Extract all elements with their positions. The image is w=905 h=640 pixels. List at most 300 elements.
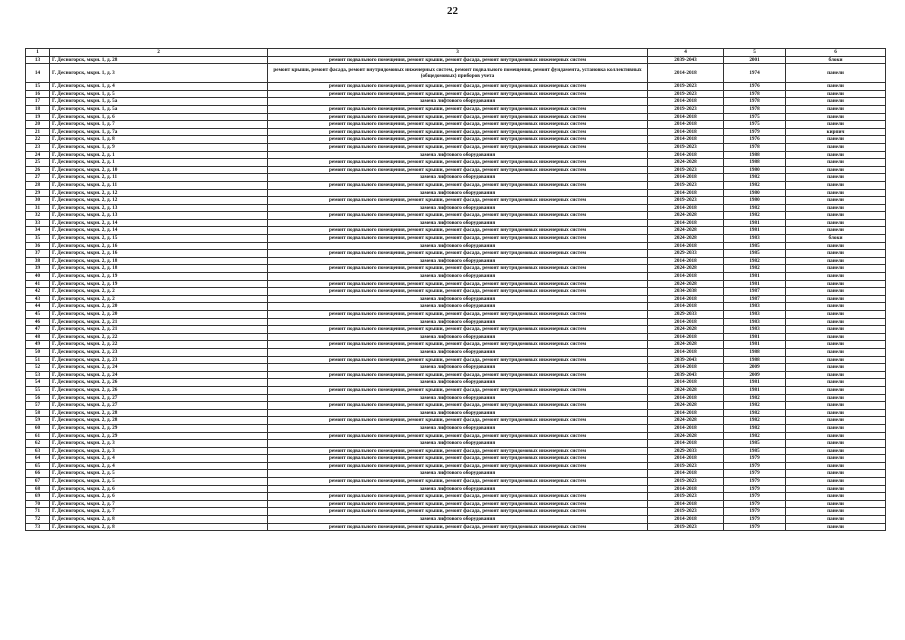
address-cell: Г. Десногорск, мкрн. 2, д. 4 (50, 455, 268, 463)
address-cell: Г. Десногорск, мкрн. 2, д. 5 (50, 478, 268, 486)
period-cell: 2034-2038 (648, 288, 724, 296)
row-number-cell: 45 (26, 311, 50, 319)
table-row (26, 485, 886, 493)
period-cell: 2014-2018 (648, 424, 724, 432)
row-number-cell: 71 (26, 508, 50, 516)
works-cell: ремонт подвального помещения, ремонт крыши, ремонт фасада, ремонт внутридомовых инженерных систем (268, 90, 648, 98)
works-cell: ремонт подвального помещения, ремонт крыши, ремонт фасада, ремонт внутридомовых инженерных систем (268, 105, 648, 113)
table-row (26, 303, 886, 311)
material-cell: панели (786, 181, 886, 189)
address-cell: Г. Десногорск, мкрн. 2, д. 29 (50, 424, 268, 432)
year-cell: 1982 (724, 424, 786, 432)
year-cell: 1976 (724, 136, 786, 144)
works-cell: ремонт подвального помещения, ремонт крыши, ремонт фасада, ремонт внутридомовых инженерных систем (268, 311, 648, 319)
year-cell: 1981 (724, 341, 786, 349)
year-cell: 1979 (724, 493, 786, 501)
table-row (26, 516, 886, 524)
period-cell: 2019-2023 (648, 105, 724, 113)
material-cell: панели (786, 424, 886, 432)
material-cell: панели (786, 508, 886, 516)
year-cell: 1979 (724, 470, 786, 478)
year-cell: 1983 (724, 235, 786, 243)
table-row (26, 265, 886, 273)
row-number-cell: 63 (26, 447, 50, 455)
year-cell: 1985 (724, 440, 786, 448)
material-cell: панели (786, 356, 886, 364)
material-cell: панели (786, 105, 886, 113)
period-cell: 2019-2023 (648, 90, 724, 98)
year-cell: 1979 (724, 508, 786, 516)
material-cell: панели (786, 250, 886, 258)
row-number-cell: 70 (26, 500, 50, 508)
period-cell: 2019-2023 (648, 478, 724, 486)
header-cell-works: 3 (268, 49, 648, 57)
period-cell: 2024-2028 (648, 432, 724, 440)
period-cell: 2014-2018 (648, 121, 724, 129)
row-number-cell: 65 (26, 462, 50, 470)
table-row (26, 364, 886, 372)
row-number-cell: 19 (26, 113, 50, 121)
period-cell: 2019-2023 (648, 83, 724, 91)
material-cell: блоки (786, 56, 886, 64)
address-cell: Г. Десногорск, мкрн. 2, д. 21 (50, 326, 268, 334)
period-cell: 2014-2018 (648, 295, 724, 303)
period-cell: 2014-2018 (648, 219, 724, 227)
material-cell: панели (786, 212, 886, 220)
works-cell: замена лифтового оборудования (268, 485, 648, 493)
header-cell-address: 2 (50, 49, 268, 57)
period-cell: 2014-2018 (648, 64, 724, 83)
header-cell-period: 4 (648, 49, 724, 57)
year-cell: 1982 (724, 174, 786, 182)
period-cell: 2029-2033 (648, 250, 724, 258)
row-number-cell: 28 (26, 181, 50, 189)
row-number-cell: 36 (26, 242, 50, 250)
row-number-cell: 68 (26, 485, 50, 493)
table-row (26, 204, 886, 212)
address-cell: Г. Десногорск, мкрн. 1, д. 7 (50, 121, 268, 129)
table-row (26, 295, 886, 303)
table-row (26, 151, 886, 159)
year-cell: 1982 (724, 257, 786, 265)
period-cell: 2014-2018 (648, 516, 724, 524)
works-cell: ремонт подвального помещения, ремонт крыши, ремонт фасада, ремонт внутридомовых инженерных систем (268, 280, 648, 288)
address-cell: Г. Десногорск, мкрн. 2, д. 23 (50, 356, 268, 364)
period-cell: 2014-2018 (648, 113, 724, 121)
address-cell: Г. Десногорск, мкрн. 2, д. 19 (50, 273, 268, 281)
works-cell: ремонт подвального помещения, ремонт крыши, ремонт фасада, ремонт внутридомовых инженерных систем (268, 447, 648, 455)
table-row (26, 250, 886, 258)
period-cell: 2029-2033 (648, 311, 724, 319)
material-cell: панели (786, 409, 886, 417)
year-cell: 1987 (724, 295, 786, 303)
address-cell: Г. Десногорск, мкрн. 2, д. 27 (50, 394, 268, 402)
period-cell: 2014-2018 (648, 333, 724, 341)
address-cell: Г. Десногорск, мкрн. 2, д. 20 (50, 303, 268, 311)
material-cell: панели (786, 485, 886, 493)
year-cell: 1988 (724, 348, 786, 356)
row-number-cell: 49 (26, 341, 50, 349)
period-cell: 2024-2028 (648, 341, 724, 349)
row-number-cell: 58 (26, 409, 50, 417)
works-cell: ремонт подвального помещения, ремонт крыши, ремонт фасада, ремонт внутридомовых инженерных систем (268, 455, 648, 463)
material-cell: панели (786, 455, 886, 463)
year-cell: 1979 (724, 516, 786, 524)
address-cell: Г. Десногорск, мкрн. 2, д. 15 (50, 235, 268, 243)
table-row (26, 341, 886, 349)
material-cell: панели (786, 364, 886, 372)
works-cell: ремонт подвального помещения, ремонт крыши, ремонт фасада, ремонт внутридомовых инженерных систем (268, 121, 648, 129)
table-row (26, 105, 886, 113)
works-cell: ремонт подвального помещения, ремонт крыши, ремонт фасада, ремонт внутридомовых инженерных систем (268, 493, 648, 501)
period-cell: 2039-2043 (648, 56, 724, 64)
material-cell: панели (786, 121, 886, 129)
address-cell: Г. Десногорск, мкрн. 2, д. 14 (50, 227, 268, 235)
works-cell: замена лифтового оборудования (268, 516, 648, 524)
works-cell: ремонт подвального помещения, ремонт крыши, ремонт фасада, ремонт внутридомовых инженерных систем (268, 227, 648, 235)
period-cell: 2014-2018 (648, 128, 724, 136)
works-cell: ремонт подвального помещения, ремонт крыши, ремонт фасада, ремонт внутридомовых инженерных систем (268, 159, 648, 167)
address-cell: Г. Десногорск, мкрн. 1, д. 8 (50, 136, 268, 144)
address-cell: Г. Десногорск, мкрн. 2, д. 21 (50, 318, 268, 326)
works-cell: ремонт подвального помещения, ремонт крыши, ремонт фасада, ремонт внутридомовых инженерных систем (268, 386, 648, 394)
works-cell: замена лифтового оборудования (268, 318, 648, 326)
material-cell: панели (786, 311, 886, 319)
material-cell: панели (786, 523, 886, 531)
table-row (26, 500, 886, 508)
address-cell: Г. Десногорск, мкрн. 2, д. 28 (50, 409, 268, 417)
period-cell: 2024-2028 (648, 227, 724, 235)
period-cell: 2019-2023 (648, 523, 724, 531)
year-cell: 1978 (724, 143, 786, 151)
address-cell: Г. Десногорск, мкрн. 2, д. 3 (50, 440, 268, 448)
works-cell: замена лифтового оборудования (268, 379, 648, 387)
row-number-cell: 56 (26, 394, 50, 402)
table-row (26, 128, 886, 136)
period-cell: 2014-2018 (648, 257, 724, 265)
material-cell: панели (786, 326, 886, 334)
row-number-cell: 25 (26, 159, 50, 167)
table-row (26, 273, 886, 281)
row-number-cell: 40 (26, 273, 50, 281)
address-cell: Г. Десногорск, мкрн. 1, д. 5а (50, 98, 268, 106)
period-cell: 2014-2018 (648, 303, 724, 311)
address-cell: Г. Десногорск, мкрн. 2, д. 14 (50, 219, 268, 227)
works-cell: ремонт подвального помещения, ремонт крыши, ремонт фасада, ремонт внутридомовых инженерных систем (268, 288, 648, 296)
row-number-cell: 23 (26, 143, 50, 151)
row-number-cell: 27 (26, 174, 50, 182)
year-cell: 1980 (724, 166, 786, 174)
address-cell: Г. Десногорск, мкрн. 1, д. 5а (50, 105, 268, 113)
year-cell: 1982 (724, 409, 786, 417)
year-cell: 1975 (724, 121, 786, 129)
material-cell: панели (786, 273, 886, 281)
period-cell: 2014-2018 (648, 348, 724, 356)
year-cell: 1987 (724, 288, 786, 296)
material-cell: панели (786, 348, 886, 356)
row-number-cell: 24 (26, 151, 50, 159)
material-cell: панели (786, 219, 886, 227)
table-row (26, 462, 886, 470)
period-cell: 2024-2028 (648, 265, 724, 273)
works-cell: ремонт подвального помещения, ремонт крыши, ремонт фасада, ремонт внутридомовых инженерных систем (268, 136, 648, 144)
works-cell: замена лифтового оборудования (268, 204, 648, 212)
year-cell: 1979 (724, 478, 786, 486)
table-row (26, 371, 886, 379)
year-cell: 1979 (724, 462, 786, 470)
address-cell: Г. Десногорск, мкрн. 2, д. 2 (50, 288, 268, 296)
works-cell: ремонт подвального помещения, ремонт крыши, ремонт фасада, ремонт внутридомовых инженерных систем (268, 265, 648, 273)
address-cell: Г. Десногорск, мкрн. 2, д. 16 (50, 250, 268, 258)
material-cell: панели (786, 166, 886, 174)
table-row (26, 280, 886, 288)
year-cell: 1982 (724, 204, 786, 212)
period-cell: 2014-2018 (648, 174, 724, 182)
year-cell: 1982 (724, 432, 786, 440)
table-row (26, 166, 886, 174)
works-cell: ремонт подвального помещения, ремонт крыши, ремонт фасада, ремонт внутридомовых инженерных систем (268, 212, 648, 220)
period-cell: 2014-2018 (648, 189, 724, 197)
year-cell: 1978 (724, 98, 786, 106)
material-cell: панели (786, 440, 886, 448)
row-number-cell: 53 (26, 371, 50, 379)
row-number-cell: 14 (26, 64, 50, 83)
year-cell: 1985 (724, 242, 786, 250)
table-row (26, 409, 886, 417)
material-cell: панели (786, 136, 886, 144)
material-cell: панели (786, 516, 886, 524)
year-cell: 1982 (724, 394, 786, 402)
works-cell: ремонт подвального помещения, ремонт крыши, ремонт фасада, ремонт внутридомовых инженерных систем (268, 371, 648, 379)
row-number-cell: 17 (26, 98, 50, 106)
address-cell: Г. Десногорск, мкрн. 2, д. 19 (50, 280, 268, 288)
table-row (26, 98, 886, 106)
material-cell: панели (786, 143, 886, 151)
address-cell: Г. Десногорск, мкрн. 2, д. 8 (50, 516, 268, 524)
address-cell: Г. Десногорск, мкрн. 1, д. 5 (50, 90, 268, 98)
period-cell: 2024-2028 (648, 159, 724, 167)
row-number-cell: 47 (26, 326, 50, 334)
address-cell: Г. Десногорск, мкрн. 2, д. 6 (50, 493, 268, 501)
address-cell: Г. Десногорск, мкрн. 1, д. 4 (50, 83, 268, 91)
year-cell: 1983 (724, 326, 786, 334)
works-cell: замена лифтового оборудования (268, 348, 648, 356)
row-number-cell: 35 (26, 235, 50, 243)
table-row (26, 219, 886, 227)
row-number-cell: 39 (26, 265, 50, 273)
row-number-cell: 44 (26, 303, 50, 311)
period-cell: 2019-2023 (648, 166, 724, 174)
table-row (26, 318, 886, 326)
address-cell: Г. Десногорск, мкрн. 2, д. 18 (50, 265, 268, 273)
row-number-cell: 55 (26, 386, 50, 394)
material-cell: панели (786, 379, 886, 387)
works-cell: ремонт подвального помещения, ремонт крыши, ремонт фасада, ремонт внутридомовых инженерных систем (268, 417, 648, 425)
period-cell: 2029-2033 (648, 447, 724, 455)
address-cell: Г. Десногорск, мкрн. 2, д. 23 (50, 348, 268, 356)
table-row (26, 189, 886, 197)
period-cell: 2024-2028 (648, 402, 724, 410)
table-row (26, 121, 886, 129)
year-cell: 1983 (724, 311, 786, 319)
table-row (26, 455, 886, 463)
period-cell: 2014-2018 (648, 204, 724, 212)
address-cell: Г. Десногорск, мкрн. 1, д. 28 (50, 56, 268, 64)
table-row (26, 288, 886, 296)
period-cell: 2014-2018 (648, 409, 724, 417)
year-cell: 1988 (724, 151, 786, 159)
material-cell: панели (786, 280, 886, 288)
period-cell: 2014-2018 (648, 500, 724, 508)
period-cell: 2014-2018 (648, 98, 724, 106)
year-cell: 1981 (724, 219, 786, 227)
material-cell: панели (786, 402, 886, 410)
table-row (26, 379, 886, 387)
year-cell: 1988 (724, 159, 786, 167)
material-cell: панели (786, 64, 886, 83)
year-cell: 1980 (724, 197, 786, 205)
year-cell: 1981 (724, 386, 786, 394)
material-cell: панели (786, 500, 886, 508)
row-number-cell: 22 (26, 136, 50, 144)
address-cell: Г. Десногорск, мкрн. 2, д. 24 (50, 371, 268, 379)
period-cell: 2019-2023 (648, 197, 724, 205)
period-cell: 2019-2023 (648, 181, 724, 189)
row-number-cell: 60 (26, 424, 50, 432)
material-cell: блоки (786, 235, 886, 243)
address-cell: Г. Десногорск, мкрн. 1, д. 9 (50, 143, 268, 151)
address-cell: Г. Десногорск, мкрн. 2, д. 12 (50, 189, 268, 197)
works-cell: ремонт подвального помещения, ремонт крыши, ремонт фасада, ремонт внутридомовых инженерных систем (268, 197, 648, 205)
table-row (26, 478, 886, 486)
works-cell: замена лифтового оборудования (268, 333, 648, 341)
year-cell: 1982 (724, 212, 786, 220)
period-cell: 2014-2018 (648, 470, 724, 478)
table-row (26, 197, 886, 205)
row-number-cell: 41 (26, 280, 50, 288)
year-cell: 1979 (724, 485, 786, 493)
period-cell: 2014-2018 (648, 136, 724, 144)
address-cell: Г. Десногорск, мкрн. 2, д. 12 (50, 197, 268, 205)
header-cell-material: 6 (786, 49, 886, 57)
works-cell: замена лифтового оборудования (268, 189, 648, 197)
year-cell: 1978 (724, 90, 786, 98)
year-cell: 1980 (724, 189, 786, 197)
works-cell: замена лифтового оборудования (268, 242, 648, 250)
row-number-cell: 34 (26, 227, 50, 235)
year-cell: 1981 (724, 273, 786, 281)
table-row (26, 523, 886, 531)
row-number-cell: 29 (26, 189, 50, 197)
address-cell: Г. Десногорск, мкрн. 2, д. 2 (50, 295, 268, 303)
material-cell: панели (786, 197, 886, 205)
table-row (26, 348, 886, 356)
works-cell: ремонт подвального помещения, ремонт крыши, ремонт фасада, ремонт внутридомовых инженерных систем (268, 462, 648, 470)
material-cell: панели (786, 189, 886, 197)
works-cell: ремонт подвального помещения, ремонт крыши, ремонт фасада, ремонт внутридомовых инженерных систем (268, 432, 648, 440)
year-cell: 1988 (724, 356, 786, 364)
material-cell: панели (786, 227, 886, 235)
table-row (26, 257, 886, 265)
table-row (26, 90, 886, 98)
year-cell: 1979 (724, 500, 786, 508)
works-cell: замена лифтового оборудования (268, 295, 648, 303)
row-number-cell: 57 (26, 402, 50, 410)
table-row (26, 159, 886, 167)
address-cell: Г. Десногорск, мкрн. 2, д. 4 (50, 462, 268, 470)
year-cell: 1979 (724, 128, 786, 136)
address-cell: Г. Десногорск, мкрн. 1, д. 3 (50, 64, 268, 83)
table-row (26, 508, 886, 516)
table-row (26, 326, 886, 334)
row-number-cell: 46 (26, 318, 50, 326)
row-number-cell: 37 (26, 250, 50, 258)
table-row (26, 493, 886, 501)
material-cell: панели (786, 288, 886, 296)
address-cell: Г. Десногорск, мкрн. 1, д. 6 (50, 113, 268, 121)
address-cell: Г. Десногорск, мкрн. 2, д. 24 (50, 364, 268, 372)
table-row (26, 113, 886, 121)
address-cell: Г. Десногорск, мкрн. 2, д. 20 (50, 311, 268, 319)
address-cell: Г. Десногорск, мкрн. 2, д. 16 (50, 242, 268, 250)
works-cell: ремонт подвального помещения, ремонт крыши, ремонт фасада, ремонт внутридомовых инженерных систем (268, 143, 648, 151)
works-cell: ремонт подвального помещения, ремонт крыши, ремонт фасада, ремонт внутридомовых инженерных систем (268, 113, 648, 121)
material-cell: панели (786, 257, 886, 265)
year-cell: 2009 (724, 371, 786, 379)
works-cell: ремонт подвального помещения, ремонт крыши, ремонт фасада, ремонт внутридомовых инженерных систем (268, 523, 648, 531)
row-number-cell: 21 (26, 128, 50, 136)
year-cell: 1985 (724, 250, 786, 258)
year-cell: 1976 (724, 83, 786, 91)
table-row (26, 356, 886, 364)
works-cell: замена лифтового оборудования (268, 440, 648, 448)
works-cell: замена лифтового оборудования (268, 364, 648, 372)
works-cell: ремонт подвального помещения, ремонт крыши, ремонт фасада, ремонт внутридомовых инженерных систем (268, 326, 648, 334)
material-cell: панели (786, 242, 886, 250)
table-row (26, 394, 886, 402)
row-number-cell: 59 (26, 417, 50, 425)
row-number-cell: 33 (26, 219, 50, 227)
period-cell: 2019-2023 (648, 143, 724, 151)
row-number-cell: 73 (26, 523, 50, 531)
works-cell: замена лифтового оборудования (268, 174, 648, 182)
row-number-cell: 54 (26, 379, 50, 387)
registry-table-body (26, 49, 886, 531)
address-cell: Г. Десногорск, мкрн. 2, д. 28 (50, 417, 268, 425)
table-row (26, 143, 886, 151)
period-cell: 2014-2018 (648, 379, 724, 387)
table-row (26, 235, 886, 243)
address-cell: Г. Десногорск, мкрн. 2, д. 10 (50, 166, 268, 174)
year-cell: 1975 (724, 113, 786, 121)
table-header-row (26, 49, 886, 57)
year-cell: 1981 (724, 280, 786, 288)
address-cell: Г. Десногорск, мкрн. 2, д. 11 (50, 181, 268, 189)
material-cell: панели (786, 493, 886, 501)
table-row (26, 136, 886, 144)
address-cell: Г. Десногорск, мкрн. 1, д. 7а (50, 128, 268, 136)
works-cell: замена лифтового оборудования (268, 424, 648, 432)
table-row (26, 333, 886, 341)
year-cell: 1982 (724, 265, 786, 273)
address-cell: Г. Десногорск, мкрн. 2, д. 1 (50, 159, 268, 167)
period-cell: 2014-2018 (648, 151, 724, 159)
address-cell: Г. Десногорск, мкрн. 2, д. 3 (50, 447, 268, 455)
material-cell: панели (786, 386, 886, 394)
row-number-cell: 32 (26, 212, 50, 220)
row-number-cell: 26 (26, 166, 50, 174)
year-cell: 1978 (724, 105, 786, 113)
